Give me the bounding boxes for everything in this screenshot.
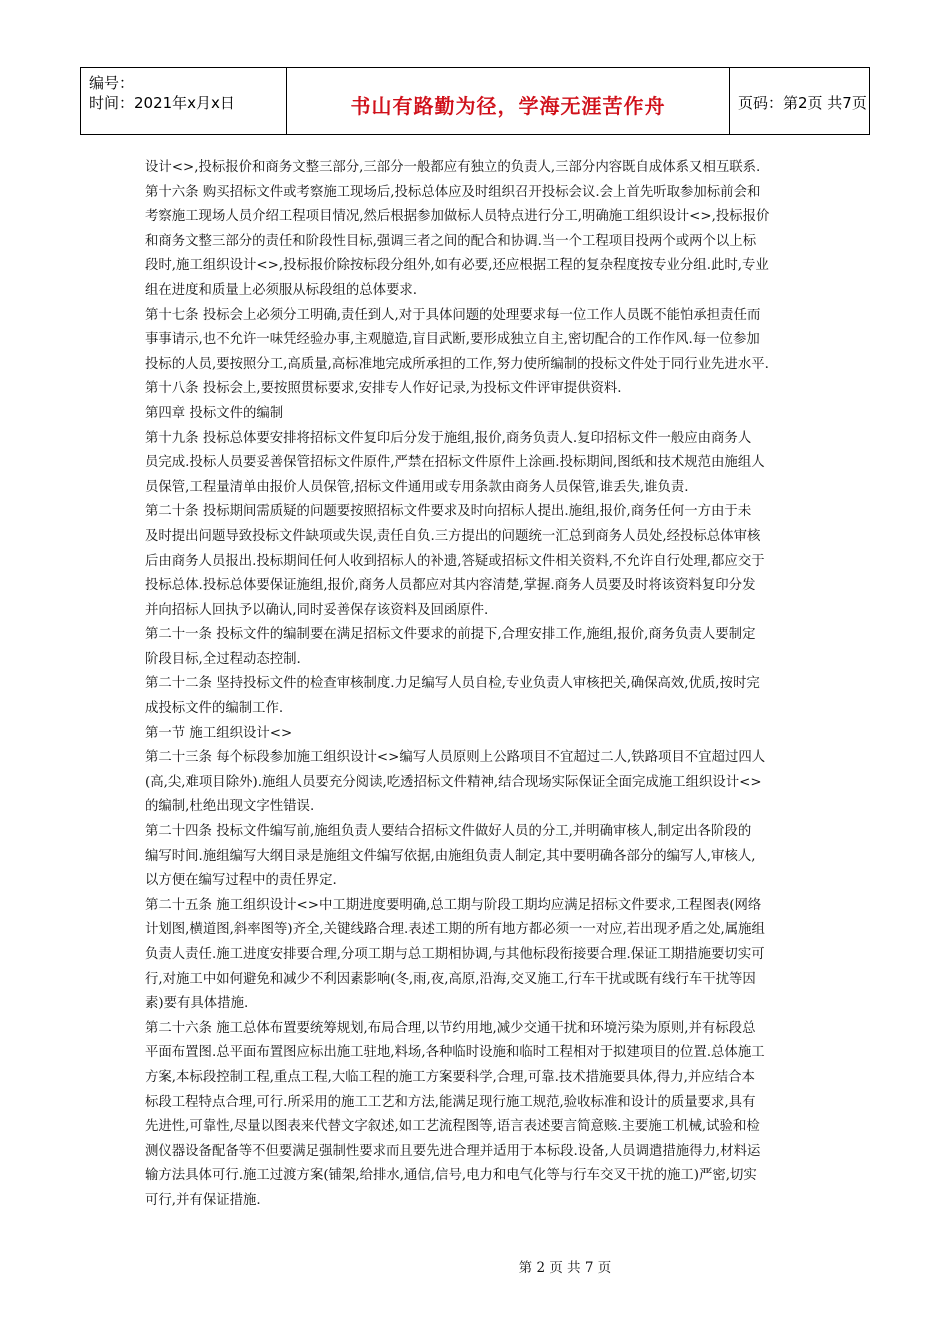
body-text-line: 第四章 投标文件的编制 — [145, 405, 284, 421]
body-text-line: 及时提出问题导致投标文件缺项或失误,责任自负.三方提出的问题统一汇总到商务人员处,经投标总体审核 — [145, 528, 761, 544]
body-text-line: 第二十三条 每个标段参加施工组织设计<>编写人员原则上公路项目不宜超过二人,铁路项目不宜超过四人 — [145, 750, 766, 766]
body-text-line: 第二十二条 坚持投标文件的检查审核制度.力足编写人员自检,专业负责人审核把关,确保高效,优质,按时完 — [145, 676, 760, 692]
body-text-line: 第十六条 购买招标文件或考察施工现场后,投标总体应及时组织召开投标会议.会上首先听取参加标前会和 — [145, 184, 761, 200]
body-text-line: 并向招标人回执予以确认,同时妥善保存该资料及回函原件. — [145, 602, 489, 618]
body-text-line: 测仪器设备配备等不但要满足强制性要求而且要先进合理并适用于本标段.设备,人员调遣措施得力,材料运 — [145, 1143, 761, 1159]
body-text-line: 先进性,可靠性,尽量以图表来代替文字叙述,如工艺流程图等,语言表述要言简意赅.主要施工机械,试验和检 — [145, 1119, 760, 1135]
body-text-line: 第二十六条 施工总体布置要统筹规划,布局合理,以节约用地,减少交通干扰和环境污染为原则,并有标段总 — [145, 1020, 756, 1036]
header-info-cell — [80, 67, 286, 135]
body-text-line: 编写时间.施组编写大纲目录是施组文件编写依据,由施组负责人制定,其中要明确各部分的编写人,审核人, — [145, 848, 756, 864]
body-text-line: 第二十条 投标期间需质疑的问题要按照招标文件要求及时向招标人提出.施组,报价,商务任何一方由于未 — [145, 504, 752, 520]
page-header — [80, 67, 870, 135]
body-text-line: 负责人责任.施工进度安排要合理,分项工期与总工期相协调,与其他标段衔接要合理.保证工期措施要切实可 — [145, 947, 765, 962]
body-text-line: 员保管,工程量清单由报价人员保管,招标文件通用或专用条款由商务人员保管,谁丢失,谁负责. — [145, 479, 689, 495]
page-footer — [0, 1256, 950, 1276]
body-text-line: 和商务文整三部分的责任和阶段性目标,强调三者之间的配合和协调.当一个工程项目投两个或两个以上标 — [145, 233, 757, 249]
body-text-line: 成投标文件的编制工作. — [145, 701, 284, 717]
body-text-line: 行,对施工中如何避免和减少不利因素影响(冬,雨,夜,高原,沿海,交叉施工,行车干扰或既有线行车干扰等因 — [145, 971, 756, 987]
body-text-line: 以方便在编写过程中的责任界定. — [145, 873, 337, 889]
body-text-line: 投标总体.投标总体要保证施组,报价,商务人员都应对其内容清楚,掌握.商务人员要及时将该资料复印分发 — [145, 578, 756, 594]
document-code-label: 编号： — [89, 74, 135, 92]
body-text-line: 第一节 施工组织设计<> — [145, 725, 293, 741]
body-text-line: 后由商务人员报出.投标期间任何人收到招标人的补遗,答疑或招标文件相关资料,不允许自行处理,都应交于 — [145, 553, 765, 569]
footer-page-number: 第 2 页 共 7 页 — [518, 1260, 612, 1276]
header-motto-cell — [286, 67, 730, 135]
body-text-line: 素)要有具体措施. — [145, 996, 249, 1012]
body-text-line: (高,尖,难项目除外).施组人员要充分阅读,吃透招标文件精神,结合现场实际保证全面完成施工组织设计<> — [145, 774, 762, 790]
body-text-line: 第二十五条 施工组织设计<>中工期进度要明确,总工期与阶段工期均应满足招标文件要求,工程图表(网络 — [145, 897, 762, 913]
body-text-line: 员完成.投标人员要妥善保管招标文件原件,严禁在招标文件原件上涂画.投标期间,图纸和技术规范由施组人 — [145, 455, 765, 471]
body-text-line: 设计<>,投标报价和商务文整三部分,三部分一般都应有独立的负责人,三部分内容既自成体系又相互联系. — [145, 160, 761, 175]
header-page-info: 页码：第2页 共7页 — [738, 94, 867, 112]
body-text-line: 平面布置图.总平面布置图应标出施工驻地,料场,各种临时设施和临时工程相对于拟建项目的位置.总体施工 — [145, 1045, 765, 1061]
document-body — [145, 156, 815, 1214]
header-motto: 书山有路勤为径，学海无涯苦作舟 — [350, 94, 666, 118]
body-text-line: 第二十一条 投标文件的编制要在满足招标文件要求的前提下,合理安排工作,施组,报价,商务负责人要制定 — [145, 627, 756, 643]
body-text-line: 第二十四条 投标文件编写前,施组负责人要结合招标文件做好人员的分工,并明确审核人,制定出各阶段的 — [145, 824, 752, 840]
body-text-line: 第十九条 投标总体要安排将招标文件复印后分发于施组,报价,商务负责人.复印招标文件一般应由商务人 — [145, 430, 752, 446]
body-text-line: 投标的人员,要按照分工,高质量,高标准地完成所承担的工作,努力使所编制的投标文件处于同行业先进水平. — [145, 356, 769, 372]
body-text-line: 计划图,横道图,斜率图等)齐全,关键线路合理.表述工期的所有地方都必须一一对应,若出现矛盾之处,属施组 — [145, 922, 765, 938]
body-text-line: 事事请示,也不允许一味凭经验办事,主观臆造,盲目武断,要形成独立自主,密切配合的工作作风.每一位参加 — [145, 332, 760, 348]
body-text-line: 第十七条 投标会上必须分工明确,责任到人,对于具体问题的处理要求每一位工作人员既不能怕承担责任而 — [145, 307, 761, 323]
body-text-line: 可行,并有保证措施. — [145, 1192, 261, 1208]
body-text-line: 标段工程特点合理,可行.所采用的施工工艺和方法,能满足现行施工规范,验收标准和设计的质量要求,具有 — [145, 1094, 756, 1110]
body-text-line: 段时,施工组织设计<>,投标报价除按标段分组外,如有必要,还应根据工程的复杂程度按专业分组.此时,专业 — [145, 258, 769, 274]
document-date: 时间：2021年x月x日 — [89, 94, 235, 112]
body-text-line: 方案,本标段控制工程,重点工程,大临工程的施工方案要科学,合理,可靠.技术措施要具体,得力,并应结合本 — [145, 1069, 755, 1085]
header-page-cell — [730, 67, 870, 135]
body-text-line: 第十八条 投标会上,要按照贯标要求,安排专人作好记录,为投标文件评审提供资料. — [145, 381, 622, 397]
body-text-line: 的编制,杜绝出现文字性错误. — [145, 799, 315, 815]
body-text-line: 考察施工现场人员介绍工程项目情况,然后根据参加做标人员特点进行分工,明确施工组织设计<>,投标报价 — [145, 209, 770, 225]
body-text-line: 输方法具体可行.施工过渡方案(铺架,给排水,通信,信号,电力和电气化等与行车交叉干扰的施工)严密,切实 — [145, 1168, 757, 1184]
body-text-line: 阶段目标,全过程动态控制. — [145, 651, 301, 667]
body-text-line: 组在进度和质量上必须服从标段组的总体要求. — [145, 282, 418, 298]
